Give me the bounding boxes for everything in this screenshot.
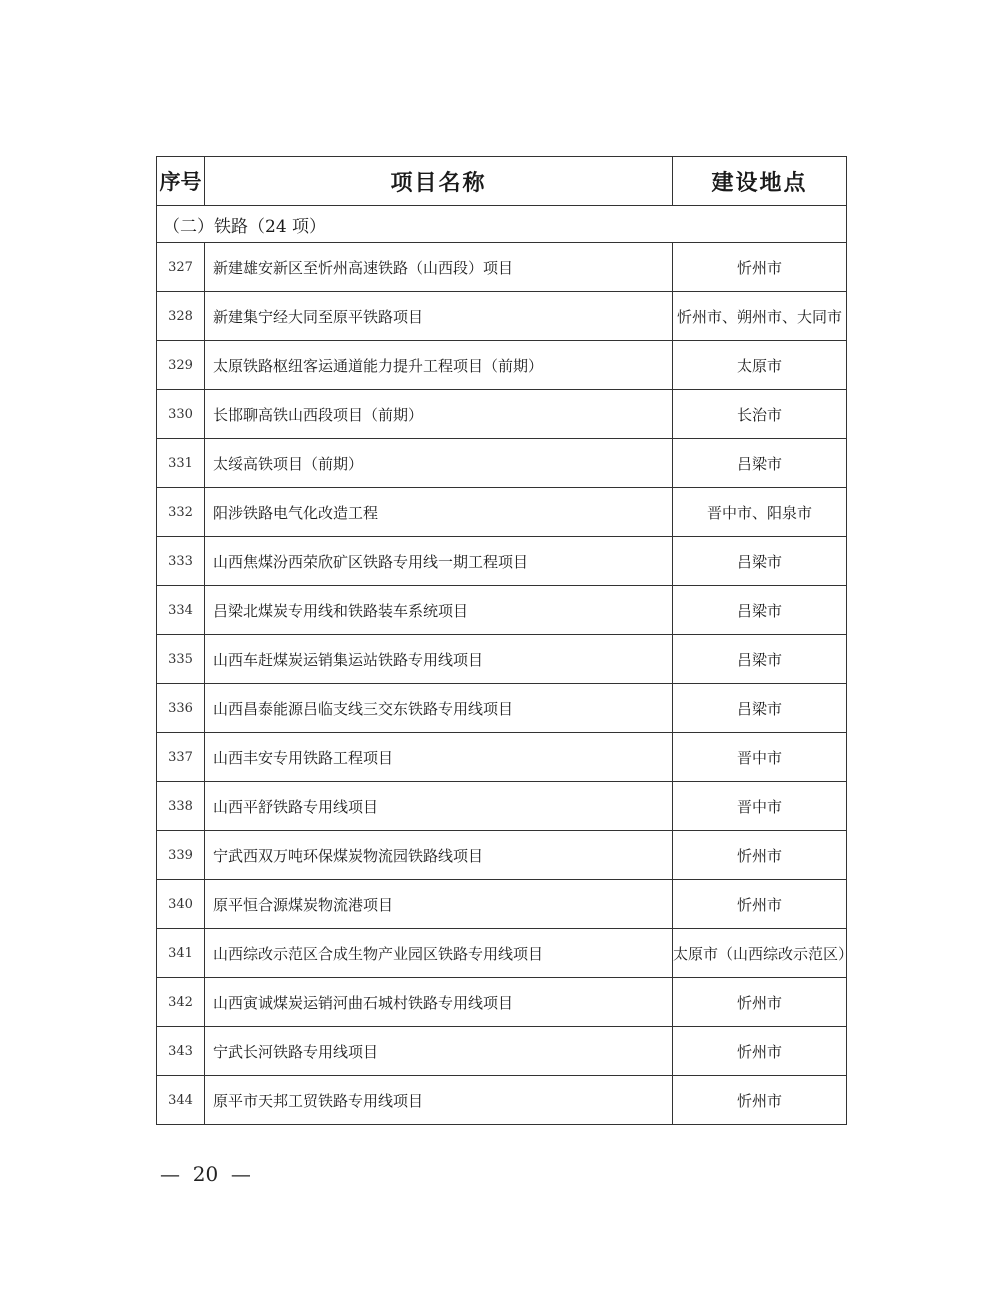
cell-location: 忻州市 [673,880,847,929]
cell-project-name: 新建集宁经大同至原平铁路项目 [205,292,673,341]
cell-project-name: 太原铁路枢纽客运通道能力提升工程项目（前期） [205,341,673,390]
cell-serial-number: 340 [157,880,205,929]
cell-location: 吕梁市 [673,586,847,635]
table-row [157,341,847,390]
cell-project-name: 山西焦煤汾西荣欣矿区铁路专用线一期工程项目 [205,537,673,586]
table-header-row [157,157,847,206]
cell-serial-number: 332 [157,488,205,537]
cell-location: 长治市 [673,390,847,439]
cell-project-name: 山西平舒铁路专用线项目 [205,782,673,831]
cell-location: 忻州市、朔州市、大同市 [673,292,847,341]
section-row-railway [157,206,847,243]
page-number: — 20 — [160,1162,251,1186]
cell-location: 忻州市 [673,243,847,292]
table-row [157,586,847,635]
table-row [157,978,847,1027]
cell-serial-number: 333 [157,537,205,586]
cell-location: 吕梁市 [673,684,847,733]
table-row [157,929,847,978]
project-table [156,156,854,1125]
cell-serial-number: 337 [157,733,205,782]
cell-project-name: 山西丰安专用铁路工程项目 [205,733,673,782]
cell-serial-number: 334 [157,586,205,635]
table-row [157,782,847,831]
cell-location: 吕梁市 [673,537,847,586]
cell-serial-number: 338 [157,782,205,831]
table-row [157,1027,847,1076]
cell-project-name: 原平市天邦工贸铁路专用线项目 [205,1076,673,1125]
cell-project-name: 山西昌泰能源吕临支线三交东铁路专用线项目 [205,684,673,733]
cell-project-name: 宁武西双万吨环保煤炭物流园铁路线项目 [205,831,673,880]
cell-serial-number: 342 [157,978,205,1027]
cell-location: 晋中市 [673,782,847,831]
cell-project-name: 长邯聊高铁山西段项目（前期） [205,390,673,439]
cell-location: 晋中市、阳泉市 [673,488,847,537]
table-row [157,635,847,684]
table-row [157,1076,847,1125]
cell-location: 太原市（山西综改示范区） [673,929,847,978]
cell-serial-number: 330 [157,390,205,439]
cell-project-name: 新建雄安新区至忻州高速铁路（山西段）项目 [205,243,673,292]
cell-project-name: 山西车赶煤炭运销集运站铁路专用线项目 [205,635,673,684]
table-row [157,733,847,782]
table-row [157,880,847,929]
header-project-name: 项目名称 [205,157,673,206]
table-row [157,684,847,733]
cell-project-name: 山西寅诚煤炭运销河曲石城村铁路专用线项目 [205,978,673,1027]
table-row [157,439,847,488]
table-row [157,831,847,880]
cell-location: 忻州市 [673,831,847,880]
cell-serial-number: 339 [157,831,205,880]
cell-project-name: 太绥高铁项目（前期） [205,439,673,488]
cell-project-name: 吕梁北煤炭专用线和铁路装车系统项目 [205,586,673,635]
cell-location: 忻州市 [673,1076,847,1125]
cell-location: 忻州市 [673,978,847,1027]
table-row [157,390,847,439]
cell-serial-number: 343 [157,1027,205,1076]
cell-location: 太原市 [673,341,847,390]
cell-serial-number: 341 [157,929,205,978]
cell-serial-number: 328 [157,292,205,341]
cell-project-name: 宁武长河铁路专用线项目 [205,1027,673,1076]
cell-serial-number: 331 [157,439,205,488]
cell-serial-number: 327 [157,243,205,292]
table-row [157,488,847,537]
cell-location: 吕梁市 [673,439,847,488]
table-row [157,243,847,292]
cell-project-name: 阳涉铁路电气化改造工程 [205,488,673,537]
table-row [157,292,847,341]
cell-project-name: 山西综改示范区合成生物产业园区铁路专用线项目 [205,929,673,978]
table-row [157,537,847,586]
cell-serial-number: 344 [157,1076,205,1125]
section-title: （二）铁路（24 项） [157,206,847,243]
cell-location: 忻州市 [673,1027,847,1076]
cell-location: 晋中市 [673,733,847,782]
header-serial-number: 序号 [157,157,205,206]
cell-location: 吕梁市 [673,635,847,684]
cell-project-name: 原平恒合源煤炭物流港项目 [205,880,673,929]
cell-serial-number: 329 [157,341,205,390]
header-location: 建设地点 [673,157,847,206]
cell-serial-number: 336 [157,684,205,733]
cell-serial-number: 335 [157,635,205,684]
